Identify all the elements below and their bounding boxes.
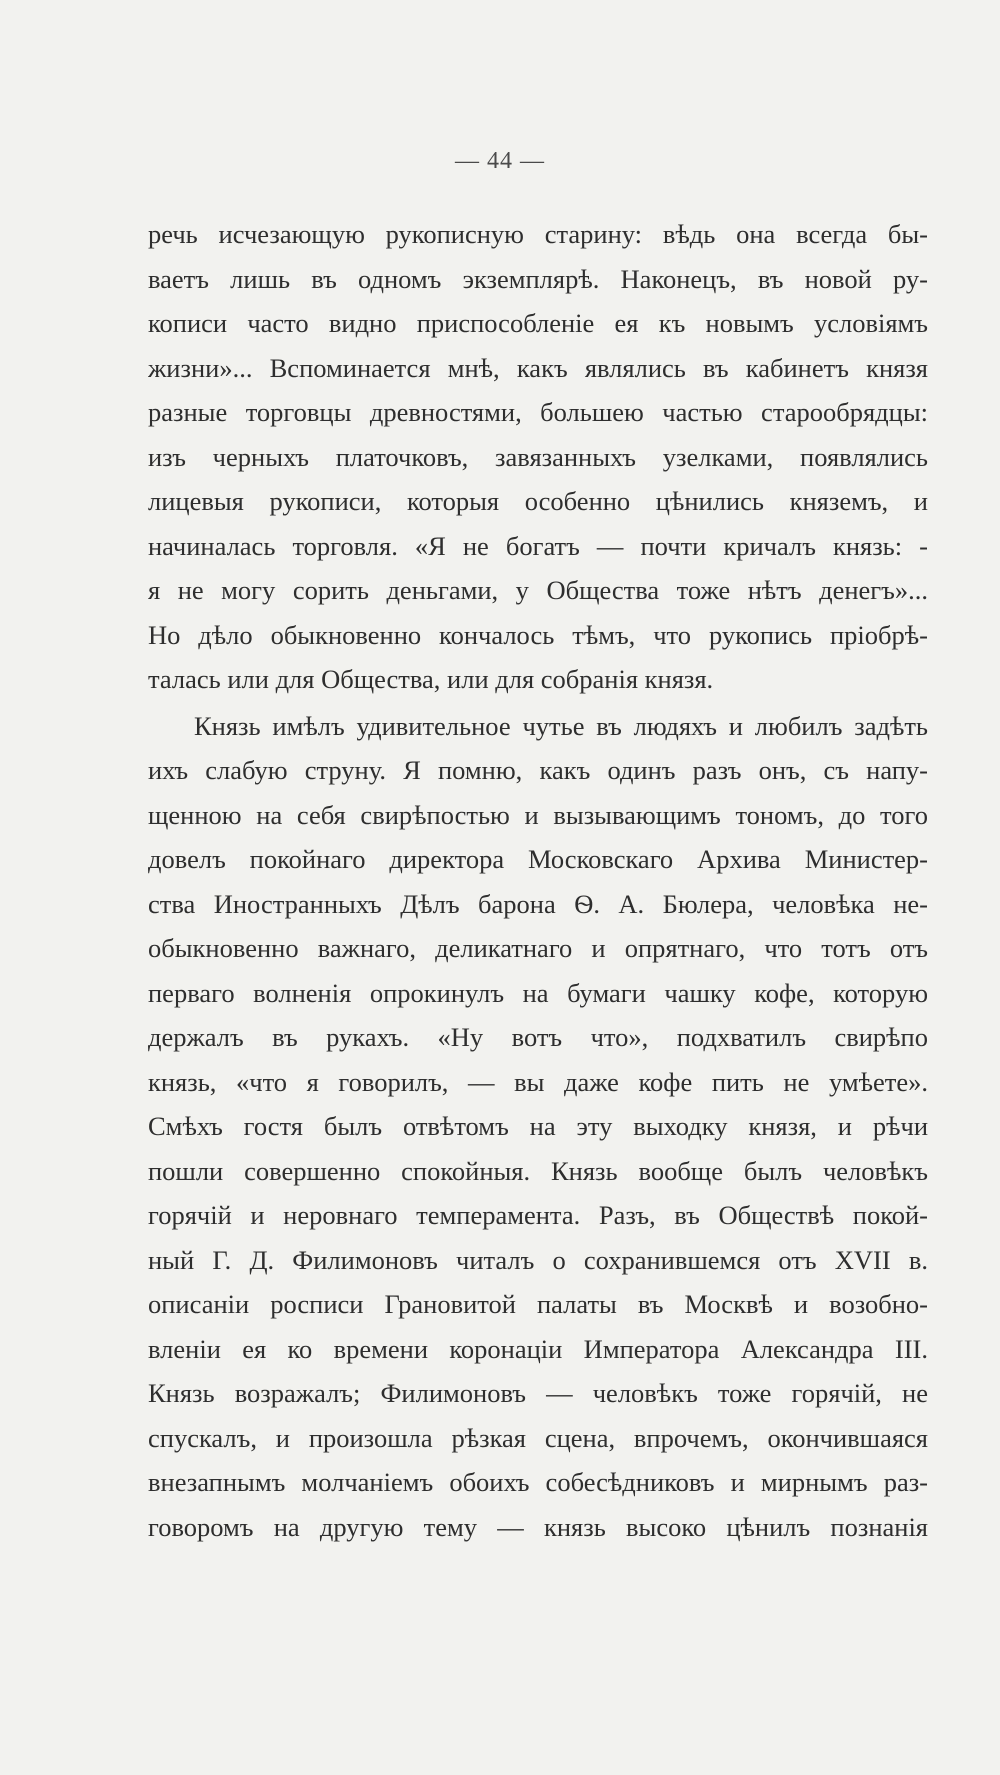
text-line: горячій и неровнаго темперамента. Разъ, въ Обществѣ покой- bbox=[148, 1200, 928, 1230]
text-line: описаніи росписи Грановитой палаты въ Москвѣ и возобно- bbox=[148, 1289, 928, 1319]
text-line: речь исчезающую рукописную старину: вѣдь она всегда бы- bbox=[148, 219, 928, 249]
text-line: пошли совершенно спокойныя. Князь вообще былъ человѣкъ bbox=[148, 1155, 928, 1186]
text-line: Смѣхъ гостя былъ отвѣтомъ на эту выходку князя, и рѣчи bbox=[148, 1111, 928, 1141]
text-line: спускалъ, и произошла рѣзкая сцена, впрочемъ, окончившаяся bbox=[148, 1422, 928, 1453]
text-line: я не могу сорить деньгами, у Общества тоже нѣтъ денегъ»... bbox=[148, 575, 928, 605]
text-line: внезапнымъ молчаніемъ обоихъ собесѣдниковъ и мирнымъ раз- bbox=[148, 1467, 928, 1497]
text-line: жизни»... Вспоминается мнѣ, какъ являлись въ кабинетъ князя bbox=[148, 352, 928, 383]
text-line: ный Г. Д. Филимоновъ читалъ о сохранившемся отъ XVII в. bbox=[148, 1244, 928, 1275]
text-line: довелъ покойнаго директора Московскаго Архива Министер- bbox=[148, 844, 928, 874]
text-line: Но дѣло обыкновенно кончалось тѣмъ, что рукопись пріобрѣ- bbox=[148, 619, 928, 650]
text-line: лицевыя рукописи, которыя особенно цѣнились княземъ, и bbox=[148, 486, 928, 516]
text-block bbox=[148, 212, 928, 1549]
text-line: щенною на себя свирѣпостью и вызывающимъ тономъ, до того bbox=[148, 799, 928, 830]
text-line: держалъ въ рукахъ. «Ну вотъ что», подхватилъ свирѣпо bbox=[148, 1022, 928, 1052]
text-line: ваетъ лишь въ одномъ экземплярѣ. Наконецъ, въ новой ру- bbox=[148, 263, 928, 294]
text-line: талась или для Общества, или для собранія князя. bbox=[148, 664, 714, 694]
text-line: ства Иностранныхъ Дѣлъ барона Ѳ. А. Бюлера, человѣка не- bbox=[148, 888, 928, 919]
text-line: кописи часто видно приспособленіе ея къ новымъ условіямъ bbox=[148, 308, 928, 338]
paragraph-1 bbox=[148, 212, 928, 702]
paragraph-2 bbox=[148, 704, 928, 1550]
text-line: начиналась торговля. «Я не богатъ — почти кричалъ князь: - bbox=[148, 530, 928, 561]
text-line: князь, «что я говорилъ, — вы даже кофе пить не умѣете». bbox=[148, 1066, 928, 1097]
text-line: говоромъ на другую тему — князь высоко цѣнилъ познанія bbox=[148, 1511, 928, 1542]
text-line: разные торговцы древностями, большею частью старообрядцы: bbox=[148, 397, 928, 427]
text-line: ихъ слабую струну. Я помню, какъ одинъ разъ онъ, съ напу- bbox=[148, 755, 928, 785]
page-number: — 44 — bbox=[455, 148, 545, 174]
text-line: Князь имѣлъ удивительное чутье въ людяхъ и любилъ задѣть bbox=[194, 710, 928, 741]
text-line: перваго волненія опрокинулъ на бумаги чашку кофе, которую bbox=[148, 977, 928, 1008]
text-line: вленіи ея ко времени коронаціи Императора Александра III. bbox=[148, 1333, 928, 1364]
text-line: Князь возражалъ; Филимоновъ — человѣкъ тоже горячій, не bbox=[148, 1378, 928, 1408]
text-line: обыкновенно важнаго, деликатнаго и опрятнаго, что тотъ отъ bbox=[148, 933, 928, 963]
text-line: изъ черныхъ платочковъ, завязанныхъ узелками, появлялись bbox=[148, 441, 928, 472]
